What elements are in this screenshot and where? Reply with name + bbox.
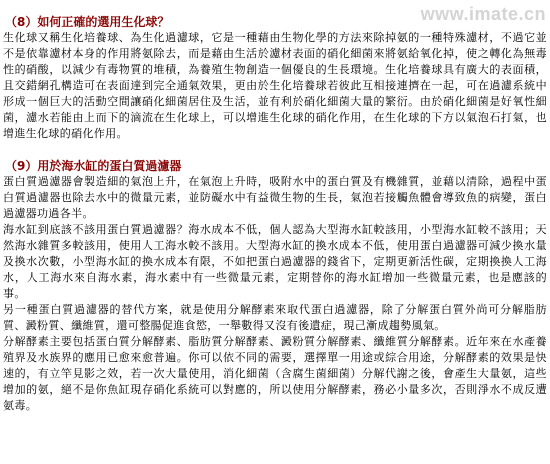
- section-spacer: [3, 142, 547, 158]
- section-9-paragraph-4: 分解酵素主要包括蛋白質分解酵素、脂肪質分解酵素、澱粉質分解酵素、纖維質分解酵素。近年來在水產養殖界及水族界的應用已愈來愈普遍。你可以依不同的需要，選擇單一用途或綜合用途，分解酵素的效果是快速的，有立竿見影之效，若一次大量使用，消化細菌（含腐生菌細菌）分解代謝之後，會產生大量氨，這些增加的氨，絕不是你魚缸現存硝化系統可以對應的，所以使用分解酵素，務必小量多次，否則淨水不成反遭氨毒。: [3, 335, 547, 412]
- article-body: [3, 14, 547, 414]
- section-8-heading: （8）如何正確的選用生化球？: [5, 15, 170, 29]
- site-watermark: www.imate.cn: [420, 4, 546, 24]
- section-9-paragraph-1: 蛋白質過濾器會製造細的氣泡上升，在氣泡上升時，吸附水中的蛋白質及有機雜質，並藉以清除，過程中蛋白質過濾器也除去水中的微量元素，並防礙水中有益微生物的生長，氣泡若接觸魚體會導致魚的病變，蛋白過濾器功過各半。: [3, 175, 547, 220]
- section-9-paragraph-3: 另一種蛋白質過濾器的替代方案，就是使用分解酵素來取代蛋白過濾器，除了分解蛋白質外尚可分解脂肪質、澱粉質、纖維質，還可整腸促進食慾，一舉數得又沒有後遺症，現己漸成趨勢風氣。: [3, 303, 547, 332]
- section-8-paragraph: 生化球又稱生化培養球、為生化過濾球，它是一種藉由生物化學的方法來除掉氨的一種特殊濾材，不過它並不是依靠濾材本身的作用將氨除去，而是藉由生活於濾材表面的硝化細菌來將氨給氧化掉，使之轉化為無毒性的硝酸，以減少有毒物質的堆積，為養殖生物創造一個優良的生長環境。生化培養球具有廣大的表面積，且交錯網孔構造可在表面達到完全通氣效果，更由於生化培養球若彼此互相接連擠在一起，可在過濾系統中形成一個巨大的活動空間讓硝化細菌居住及生活，並有利於硝化細菌大量的繁衍。由於硝化細菌是好氧性細菌，濾水若能由上而下的滴流在生化球上，可以增進生化球的硝化作用，在生化球的下方以氣泡石打氣，也增進生化球的硝化作用。: [3, 31, 547, 140]
- section-9-heading: （9）用於海水缸的蛋白質過濾器: [5, 159, 182, 173]
- section-9-paragraph-2: 海水缸到底該不該用蛋白質過濾器？海水成本不低，個人認為大型海水缸較該用，小型海水缸較不該用；天然海水雜質多較該用，使用人工海水較不該用。大型海水缸的換水成本不低，使用蛋白過濾器可減少換水量及換水次數，小型海水缸的換水成本有限，不如把蛋白過濾器的錢省下，定期更新活性碳，定期換換人工海水，人工海水來自海水素，海水素中有一些微量元素，定期替你的海水缸增加一些微量元素，也是應該的事。: [3, 223, 547, 300]
